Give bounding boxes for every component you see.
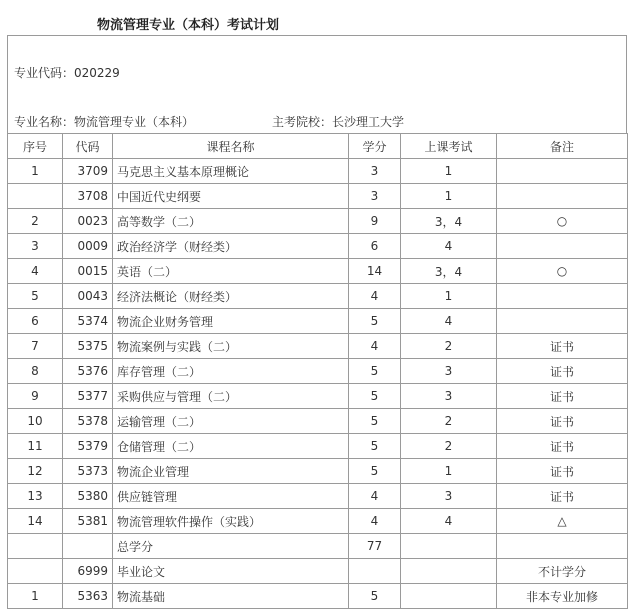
table-row (8, 559, 628, 584)
table-row (8, 459, 628, 484)
cell-note (497, 284, 628, 309)
table-row (8, 484, 628, 509)
cell-note: 证书 (497, 434, 628, 459)
cell-no: 14 (8, 509, 63, 534)
cell-credit: 14 (349, 259, 401, 284)
cell-exam: 3，4 (401, 209, 497, 234)
cell-exam: 4 (401, 509, 497, 534)
cell-no: 4 (8, 259, 63, 284)
cell-no: 1 (8, 159, 63, 184)
cell-exam: 3，4 (401, 259, 497, 284)
cell-credit: 9 (349, 209, 401, 234)
cell-code: 5381 (63, 509, 113, 534)
cell-exam: 3 (401, 484, 497, 509)
table-row (8, 359, 628, 384)
cell-course-name: 中国近代史纲要 (113, 184, 349, 209)
cell-note (497, 309, 628, 334)
cell-no: 10 (8, 409, 63, 434)
table-header-row (8, 134, 628, 159)
left-rule (7, 35, 8, 133)
cell-course-name: 马克思主义基本原理概论 (113, 159, 349, 184)
cell-no: 1 (8, 584, 63, 609)
cell-code: 5379 (63, 434, 113, 459)
header-note: 备注 (497, 134, 628, 159)
cell-credit: 5 (349, 459, 401, 484)
cell-no: 5 (8, 284, 63, 309)
table-row (8, 584, 628, 609)
cell-course-name: 仓储管理（二） (113, 434, 349, 459)
cell-exam: 2 (401, 409, 497, 434)
cell-no (8, 184, 63, 209)
cell-credit: 77 (349, 534, 401, 559)
cell-note: 证书 (497, 334, 628, 359)
cell-credit: 5 (349, 384, 401, 409)
cell-exam: 1 (401, 284, 497, 309)
cell-code: 5378 (63, 409, 113, 434)
table-row (8, 334, 628, 359)
top-rule (7, 35, 627, 36)
cell-course-name: 英语（二） (113, 259, 349, 284)
cell-code: 3709 (63, 159, 113, 184)
header-no: 序号 (8, 134, 63, 159)
cell-note: 证书 (497, 384, 628, 409)
table-row (8, 309, 628, 334)
cell-note (497, 184, 628, 209)
cell-note: 证书 (497, 409, 628, 434)
cell-course-name: 运输管理（二） (113, 409, 349, 434)
cell-no: 7 (8, 334, 63, 359)
cell-no: 2 (8, 209, 63, 234)
cell-code: 5377 (63, 384, 113, 409)
cell-course-name: 供应链管理 (113, 484, 349, 509)
table-row (8, 184, 628, 209)
cell-code: 0023 (63, 209, 113, 234)
cell-note: 证书 (497, 459, 628, 484)
cell-note: 证书 (497, 359, 628, 384)
page-title: 物流管理专业（本科）考试计划 (97, 18, 280, 33)
cell-course-name: 物流案例与实践（二） (113, 334, 349, 359)
cell-code: 3708 (63, 184, 113, 209)
table-row (8, 534, 628, 559)
cell-no: 13 (8, 484, 63, 509)
table-row (8, 409, 628, 434)
cell-exam: 4 (401, 234, 497, 259)
cell-credit: 5 (349, 584, 401, 609)
cell-code: 5363 (63, 584, 113, 609)
cell-exam: 3 (401, 359, 497, 384)
table-row (8, 234, 628, 259)
cell-code: 5380 (63, 484, 113, 509)
cell-exam: 2 (401, 434, 497, 459)
cell-note: ○ (497, 209, 628, 234)
cell-course-name: 物流基础 (113, 584, 349, 609)
cell-exam: 1 (401, 184, 497, 209)
cell-note: 不计学分 (497, 559, 628, 584)
cell-exam: 1 (401, 159, 497, 184)
cell-note: 证书 (497, 484, 628, 509)
cell-credit: 4 (349, 334, 401, 359)
cell-course-name: 物流企业管理 (113, 459, 349, 484)
cell-credit: 5 (349, 309, 401, 334)
cell-code (63, 534, 113, 559)
cell-exam: 1 (401, 459, 497, 484)
cell-note: 非本专业加修 (497, 584, 628, 609)
cell-credit: 3 (349, 184, 401, 209)
cell-course-name: 物流管理软件操作（实践） (113, 509, 349, 534)
cell-no: 12 (8, 459, 63, 484)
cell-credit (349, 559, 401, 584)
table-body (8, 159, 628, 609)
cell-code: 5373 (63, 459, 113, 484)
cell-code: 0043 (63, 284, 113, 309)
cell-course-name: 经济法概论（财经类） (113, 284, 349, 309)
cell-no: 8 (8, 359, 63, 384)
cell-no: 6 (8, 309, 63, 334)
right-rule (626, 35, 627, 133)
cell-credit: 3 (349, 159, 401, 184)
cell-exam (401, 559, 497, 584)
cell-credit: 4 (349, 284, 401, 309)
major-name: 专业名称：物流管理专业（本科） (14, 115, 195, 129)
cell-credit: 6 (349, 234, 401, 259)
cell-course-name: 毕业论文 (113, 559, 349, 584)
header-exam: 上课考试 (401, 134, 497, 159)
table-row (8, 159, 628, 184)
cell-course-name: 采购供应与管理（二） (113, 384, 349, 409)
cell-credit: 5 (349, 434, 401, 459)
cell-course-name: 高等数学（二） (113, 209, 349, 234)
cell-exam (401, 534, 497, 559)
table-row (8, 209, 628, 234)
header-code: 代码 (63, 134, 113, 159)
major-code: 专业代码：020229 (14, 66, 120, 80)
cell-note (497, 234, 628, 259)
cell-note: △ (497, 509, 628, 534)
cell-exam (401, 584, 497, 609)
cell-course-name: 物流企业财务管理 (113, 309, 349, 334)
cell-credit: 5 (349, 409, 401, 434)
header-name: 课程名称 (113, 134, 349, 159)
table-row (8, 284, 628, 309)
cell-credit: 4 (349, 509, 401, 534)
cell-code: 5375 (63, 334, 113, 359)
cell-credit: 5 (349, 359, 401, 384)
table-row (8, 259, 628, 284)
cell-note: ○ (497, 259, 628, 284)
cell-no: 9 (8, 384, 63, 409)
cell-code: 5376 (63, 359, 113, 384)
cell-code: 5374 (63, 309, 113, 334)
header-credit: 学分 (349, 134, 401, 159)
cell-code: 0015 (63, 259, 113, 284)
cell-note (497, 159, 628, 184)
table-row (8, 509, 628, 534)
cell-note (497, 534, 628, 559)
cell-code: 6999 (63, 559, 113, 584)
cell-course-name: 总学分 (113, 534, 349, 559)
table-row (8, 434, 628, 459)
table-row (8, 384, 628, 409)
exam-school: 主考院校：长沙理工大学 (272, 115, 405, 129)
cell-no (8, 559, 63, 584)
cell-credit: 4 (349, 484, 401, 509)
course-table (7, 133, 628, 609)
cell-no: 11 (8, 434, 63, 459)
cell-code: 0009 (63, 234, 113, 259)
cell-exam: 4 (401, 309, 497, 334)
cell-exam: 3 (401, 384, 497, 409)
cell-exam: 2 (401, 334, 497, 359)
cell-course-name: 政治经济学（财经类） (113, 234, 349, 259)
cell-no (8, 534, 63, 559)
cell-no: 3 (8, 234, 63, 259)
cell-course-name: 库存管理（二） (113, 359, 349, 384)
